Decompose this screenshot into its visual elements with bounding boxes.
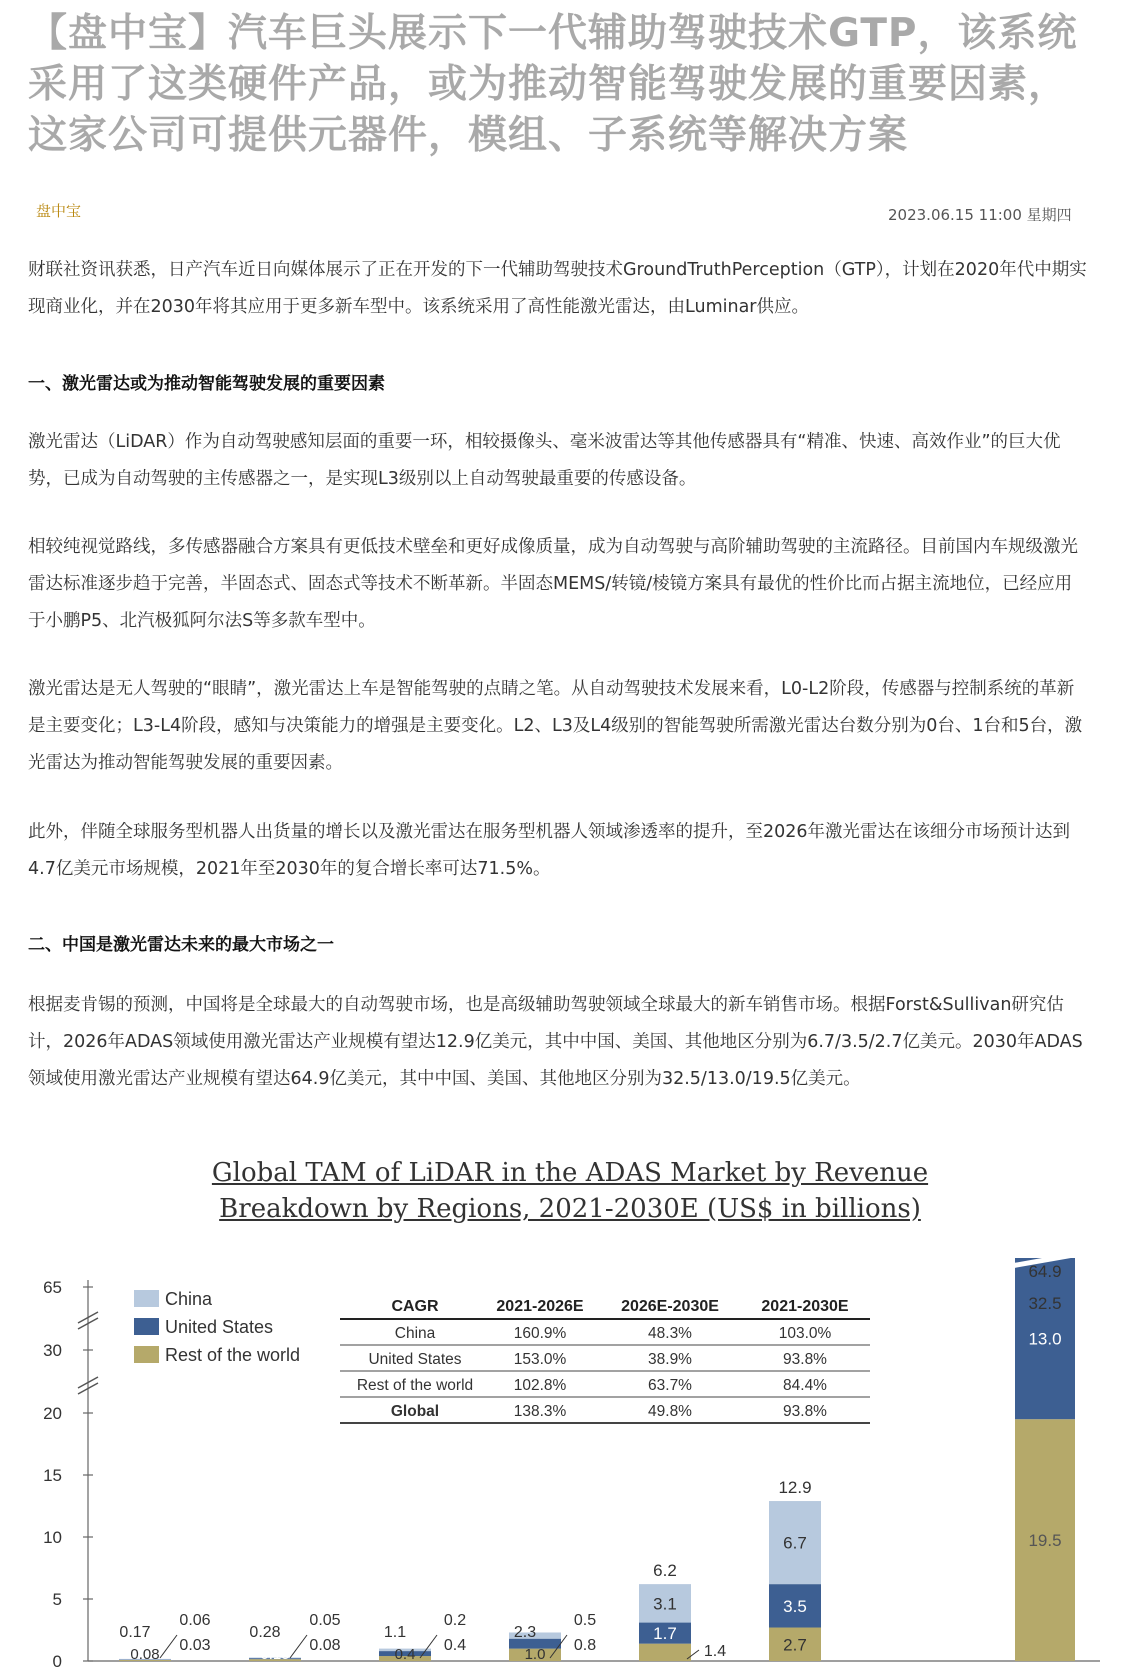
bar-row-label: 0.4 (394, 1646, 416, 1663)
legend-label: United States (165, 1317, 274, 1337)
chart-title (200, 1155, 940, 1227)
bar-row-label: 1.4 (703, 1643, 727, 1660)
section2-paragraph-1: 根据麦肯锡的预测，中国将是全球最大的自动驾驶市场，也是高级辅助驾驶领域全球最大的新车销售市场。根据Forst&Sullivan研究估计，2026年ADAS领域使用激光雷达产业规模有望达12.9亿美元，其中中国、美国、其他地区分别为6.7/3.5/2.7亿美元。2030年ADAS领域使用激光雷达产业规模有望达64.9亿美元，其中中国、美国、其他地区分别为32.5/13.0/19.5亿美元。 (28, 995, 1083, 1089)
cagr-table-cell: Global (390, 1403, 440, 1420)
cagr-table-header: CAGR (391, 1298, 439, 1315)
chart-title-line1: Global TAM of LiDAR in the ADAS Market by Revenue (211, 1158, 929, 1188)
bar-total-label: 6.2 (653, 1561, 677, 1581)
section1-heading: 一、激光雷达或为推动智能驾驶发展的重要因素 (28, 374, 385, 394)
cagr-table-header: 2021-2026E (496, 1298, 584, 1315)
cagr-table-cell: 138.3% (513, 1403, 567, 1420)
y-tick-label: 5 (52, 1590, 62, 1609)
cagr-table-cell: 48.3% (648, 1325, 692, 1342)
cagr-table-header: 2021-2030E (761, 1298, 849, 1315)
bar-us-label: 0.8 (573, 1637, 597, 1654)
bar-total-label: 2.3 (513, 1624, 537, 1641)
legend-label: China (165, 1289, 213, 1309)
bar-total-label: 12.9 (778, 1478, 812, 1498)
bar-china-label: 32.5 (1028, 1294, 1062, 1313)
section2-heading: 二、中国是激光雷达未来的最大市场之一 (28, 935, 334, 955)
cagr-table-cell: 93.8% (783, 1403, 827, 1420)
legend-label: Rest of the world (165, 1345, 301, 1365)
bar-total-label: 0.28 (249, 1624, 281, 1641)
section1-paragraph-3: 激光雷达是无人驾驶的“眼睛”，激光雷达上车是智能驾驶的点睛之笔。从自动驾驶技术发展来看，L0-L2阶段，传感器与控制系统的革新是主要变化；L3-L4阶段，感知与决策能力的增强是主要变化。L2、L3及L4级别的智能驾驶所需激光雷达台数分别为0台、1台和5台，激光雷达为推动智能驾驶发展的重要因素。 (28, 679, 1083, 773)
bar-china-label: 3.1 (653, 1594, 677, 1614)
bar-total-label: 64.9 (1028, 1262, 1062, 1281)
cagr-table-header: 2026E-2030E (621, 1298, 719, 1315)
cagr-table-cell: 93.8% (783, 1351, 827, 1368)
cagr-table-cell: 84.4% (783, 1377, 827, 1394)
bar-row-label: 1.0 (524, 1646, 546, 1663)
cagr-table-cell: 63.7% (648, 1377, 692, 1394)
legend-swatch (134, 1290, 159, 1307)
publish-datetime: 2023.06.15 11:00 星期四 (888, 206, 1072, 224)
bar-us-label: 0.08 (309, 1637, 341, 1654)
bar-segment-rest-of-world (639, 1644, 691, 1661)
bar-us-label: 3.5 (783, 1596, 807, 1616)
bar-china-label: 0.5 (573, 1612, 597, 1629)
cagr-table-cell: 38.9% (648, 1351, 692, 1368)
bar-row-label: 0.15 (260, 1646, 290, 1663)
section1-paragraph-1: 激光雷达（LiDAR）作为自动驾驶感知层面的重要一环，相较摄像头、毫米波雷达等其他传感器具有“精准、快速、高效作业”的巨大优势，已成为自动驾驶的主传感器之一，是实现L3级别以上自动驾驶最重要的传感设备。 (28, 432, 1061, 489)
intro-paragraph: 财联社资讯获悉，日产汽车近日向媒体展示了正在开发的下一代辅助驾驶技术GroundTruthPerception（GTP），计划在2020年代中期实现商业化，并在2030年将其应用于更多新车型中。该系统采用了高性能激光雷达，由Luminar供应。 (28, 260, 1087, 317)
legend-swatch (134, 1346, 159, 1363)
bar-china-label: 0.05 (309, 1612, 341, 1629)
cagr-table-cell: 160.9% (513, 1325, 567, 1342)
cagr-table-cell: 103.0% (778, 1325, 832, 1342)
article-title: 【盘中宝】汽车巨头展示下一代辅助驾驶技术GTP，该系统采用了这类硬件产品，或为推动智能驾驶发展的重要因素，这家公司可提供元器件，模组、子系统等解决方案 (28, 11, 1078, 158)
cagr-table-cell: 49.8% (648, 1403, 692, 1420)
bar-us-label: 0.03 (179, 1637, 211, 1654)
y-tick-label: 10 (43, 1528, 62, 1547)
bar-us-label: 0.4 (443, 1637, 467, 1654)
bar-row-label: 0.08 (130, 1646, 160, 1663)
bar-us-label: 13.0 (1028, 1329, 1062, 1349)
chart-title-line2: Breakdown by Regions, 2021-2030E (US$ in billions) (219, 1194, 921, 1224)
y-tick-label: 15 (43, 1466, 62, 1485)
bar-china-label: 0.06 (179, 1612, 211, 1629)
cagr-table-cell: Rest of the world (356, 1377, 474, 1394)
bar-us-label: 1.7 (653, 1624, 677, 1644)
y-tick-label: 0 (52, 1652, 62, 1671)
cagr-table-cell: 153.0% (513, 1351, 567, 1368)
cagr-table-cell: China (394, 1325, 436, 1342)
cagr-table-cell: 102.8% (513, 1377, 567, 1394)
source-name[interactable]: 盘中宝 (36, 202, 82, 220)
bar-row-label: 2.7 (783, 1635, 807, 1655)
bar-row-label: 19.5 (1028, 1531, 1062, 1551)
label-leader-line (160, 1635, 177, 1658)
y-tick-label: 30 (43, 1341, 62, 1360)
lidar-tam-chart (0, 1240, 1121, 1680)
bar-china-label: 6.7 (783, 1533, 807, 1553)
y-tick-label: 65 (43, 1278, 62, 1297)
label-leader-line (290, 1635, 307, 1658)
section1-paragraph-2: 相较纯视觉路线，多传感器融合方案具有更低技术壁垒和更好成像质量，成为自动驾驶与高阶辅助驾驶的主流路径。目前国内车规级激光雷达标准逐步趋于完善，半固态式、固态式等技术不断革新。半固态MEMS/转镜/棱镜方案具有最优的性价比而占据主流地位，已经应用于小鹏P5、北汽极狐阿尔法S等多款车型中。 (28, 537, 1078, 631)
legend-swatch (134, 1318, 159, 1335)
bar-total-label: 0.17 (119, 1624, 151, 1641)
bar-total-label: 1.1 (383, 1624, 407, 1641)
cagr-table-cell: United States (368, 1351, 462, 1368)
section1-paragraph-4: 此外，伴随全球服务型机器人出货量的增长以及激光雷达在服务型机器人领域渗透率的提升，至2026年激光雷达在该细分市场预计达到4.7亿美元市场规模，2021年至2030年的复合增长率可达71.5%。 (28, 822, 1071, 879)
y-tick-label: 20 (43, 1404, 62, 1423)
bar-china-label: 0.2 (443, 1612, 467, 1629)
